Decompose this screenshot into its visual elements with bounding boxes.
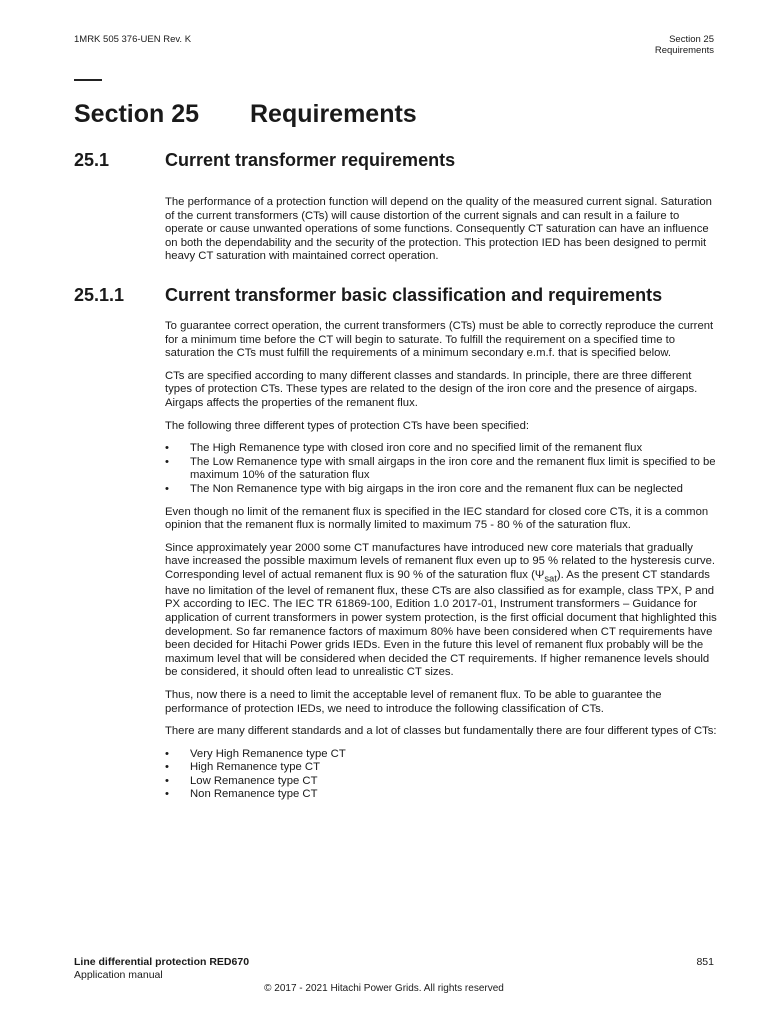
header-section-title: Requirements <box>654 45 714 56</box>
intro-paragraph: The performance of a protection function will depend on the quality of the measured current signal. Saturation of the current transformers (CTs) will cause distortion of the current signals and can result in a failure to operate or cause unwanted operations of some functions. Consequently CT saturation can have an influence on both the dependability and the security of the protection. This protection IED has been designed to permit heavy CT saturation with maintained correct operation. <box>165 196 712 263</box>
psi-symbol: Ψ <box>534 568 545 581</box>
intro-block <box>165 196 720 273</box>
ct-types-list <box>165 442 720 496</box>
page-number: 851 <box>696 956 714 968</box>
copyright: © 2017 - 2021 Hitachi Power Grids. All rights reserved <box>264 983 504 994</box>
list-item: • High Remanence type CT <box>165 761 720 775</box>
paragraph: The following three different types of protection CTs have been specified: <box>165 419 530 432</box>
paragraph: There are many different standards and a lot of classes but fundamentally there are four different types of CTs: <box>165 725 717 738</box>
paragraph: Thus, now there is a need to limit the acceptable level of remanent flux. To be able to guarantee the performance of protection IEDs, we need to introduce the following classification of CTs. <box>165 688 662 715</box>
subsection-heading-number: 25.1 <box>74 150 110 170</box>
header-doc-id: 1MRK 505 376-UEN Rev. K <box>74 34 192 45</box>
list-item: • Very High Remanence type CT <box>165 748 720 762</box>
footer-product: Line differential protection RED670 <box>74 956 250 968</box>
subsubsection-heading <box>74 285 663 306</box>
main-body <box>165 320 720 811</box>
section-rule <box>74 79 102 81</box>
list-item: • Non Remanence type CT <box>165 788 720 802</box>
section-heading <box>74 100 417 129</box>
paragraph: To guarantee correct operation, the current transformers (CTs) must be able to correctly reproduce the current for a minimum time before the CT will begin to saturate. To fulfill the requirement on a specified time to saturation the CTs must fulfill the requirements of a minimum secondary e.m.f. that is specified below. <box>165 320 714 360</box>
header-section-number: Section 25 <box>669 34 714 45</box>
paragraph: Even though no limit of the remanent flux is specified in the IEC standard for closed core CTs, it is a common opinion that the remanent flux is normally limited to maximum 75 - 80 % of the saturation flux. <box>165 505 709 532</box>
subsection-heading <box>74 150 456 171</box>
section-heading-number: Section 25 <box>74 100 200 128</box>
section-heading-title: Requirements <box>250 100 417 128</box>
header-section <box>655 34 714 56</box>
list-item: • The High Remanence type with closed iron core and no specified limit of the remanent flux <box>165 442 720 456</box>
paragraph-part: ). As the present CT standards have no limitation of the level of remanent flux, these CTs are also classified as for example, class TPX, P and PX according to IEC. The IEC TR 61869-100, Edition 1.0 2017-01, Instrument transformers – Guidance for application of current transformers in power system protection, is the first official document that highlighted this development. So far remanence factors of maximum 80% have been considered when CT requirements have been decided for Hitachi Power grids IEDs. Even in the future this level of remanent flux probably will be the maximum level that will be considered when decided the CT requirements. If higher remanence levels should be considered, it should often lead to unrealistic CT sizes. <box>165 568 717 679</box>
list-item: • The Low Remanence type with small airgaps in the iron core and the remanent flux limit is specified to be maximum 10% of the saturation flux <box>165 456 720 483</box>
list-item: • The Non Remanence type with big airgaps in the iron core and the remanent flux can be neglected <box>165 483 720 497</box>
list-item: • Low Remanence type CT <box>165 775 720 789</box>
subsubsection-heading-number: 25.1.1 <box>74 285 125 305</box>
ct-classes-list <box>165 748 720 802</box>
subsection-heading-title: Current transformer requirements <box>165 150 456 170</box>
paragraph <box>165 542 720 680</box>
paragraph: CTs are specified according to many different classes and standards. In principle, there are three different types of protection CTs. These types are related to the design of the iron core and the presence of airgaps. Airgaps affects the properties of the remanent flux. <box>165 369 698 409</box>
sat-subscript: sat <box>544 572 557 584</box>
paragraph-part: Since approximately year 2000 some CT manufactures have introduced new core materials that gradually have increased the possible maximum levels of remanent flux even up to 95 % related to the hysteresis curve. Corresponding level of actual remanent flux is 90 % of the saturation flux ( <box>165 541 716 581</box>
footer-manual: Application manual <box>74 969 163 981</box>
footer-product-info <box>74 956 249 982</box>
subsubsection-heading-title: Current transformer basic classification and requirements <box>165 285 663 305</box>
